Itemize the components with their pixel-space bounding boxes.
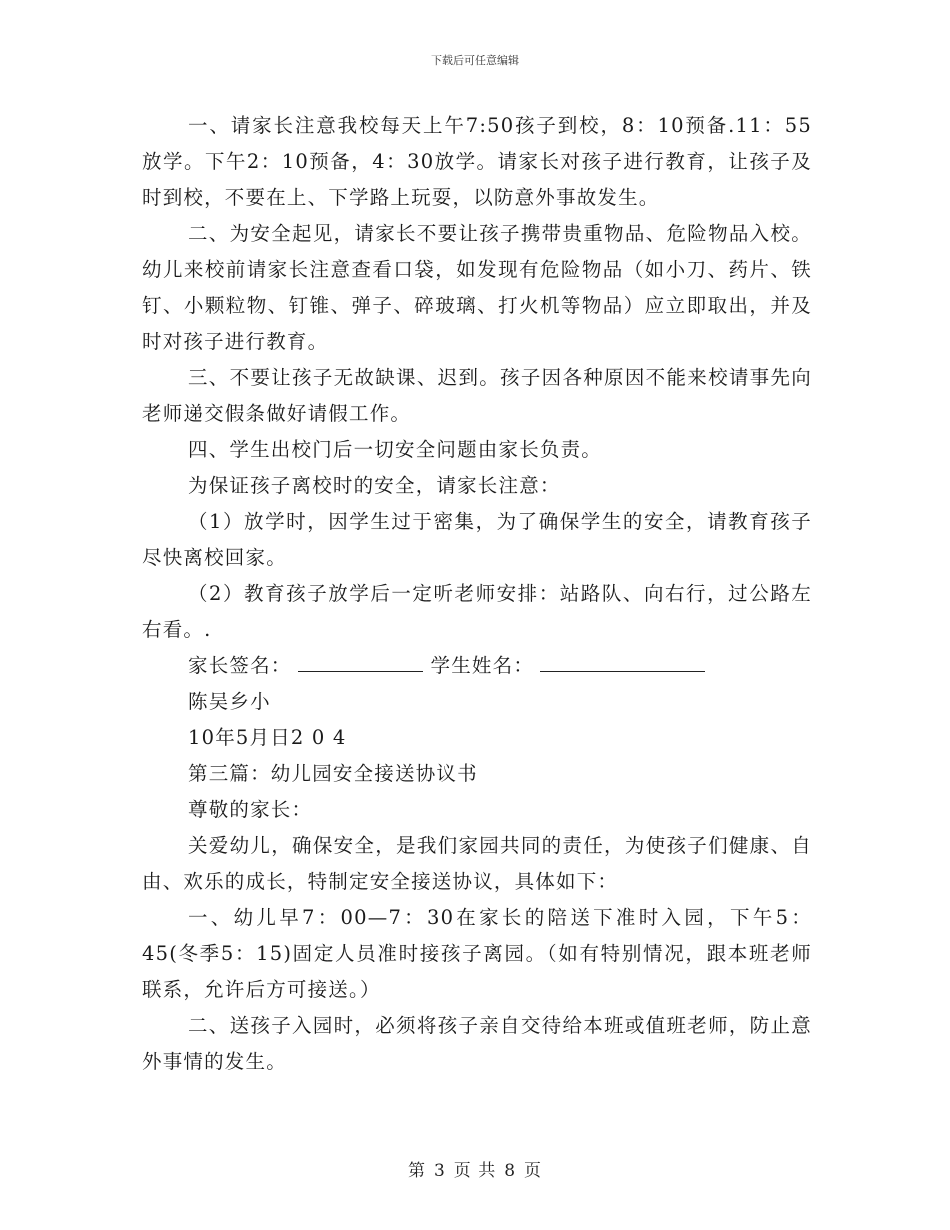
parent-signature-label: 家长签名： (188, 654, 292, 677)
document-body (142, 108, 812, 1080)
header-note: 下载后可任意编辑 (431, 54, 519, 67)
paragraph-6: （1）放学时，因学生过于密集，为了确保学生的安全，请教育孩子尽快离校回家。 (142, 510, 812, 569)
footer-prefix: 第 (407, 1161, 426, 1181)
footer-mid: 页 共 (453, 1161, 497, 1181)
section-title: 第三篇：幼儿园安全接送协议书 (188, 762, 478, 785)
salutation: 尊敬的家长： (188, 798, 313, 821)
page-number: 3 (433, 1161, 446, 1181)
parent-signature-field[interactable] (298, 651, 423, 672)
paragraph-1: 一、请家长注意我校每天上午7:50孩子到校，8：10预备.11：55放学。下午2：10预备，4：30放学。请家长对孩子进行教育，让孩子及时到校，不要在上、下学路上玩耍，以防意外事故发生。 (142, 114, 812, 209)
paragraph-3: 三、不要让孩子无故缺课、迟到。孩子因各种原因不能来校请事先向老师递交假条做好请假工作。 (142, 366, 812, 425)
student-name-field[interactable] (540, 651, 705, 672)
total-pages: 8 (504, 1161, 517, 1181)
signature-line (142, 648, 812, 684)
paragraph-10: 二、送孩子入园时，必须将孩子亲自交待给本班或值班老师，防止意外事情的发生。 (142, 1014, 812, 1073)
date-line: 10年5月日2 0 4 (188, 726, 347, 749)
student-name-label: 学生姓名： (430, 654, 535, 677)
paragraph-8: 关爱幼儿，确保安全，是我们家园共同的责任，为使孩子们健康、自由、欢乐的成长，特制定安全接送协议，具体如下： (142, 834, 812, 893)
school-name: 陈吴乡小 (188, 690, 271, 713)
page-footer (0, 1156, 950, 1181)
paragraph-5: 为保证孩子离校时的安全，请家长注意： (188, 474, 561, 497)
paragraph-2: 二、为安全起见，请家长不要让孩子携带贵重物品、危险物品入校。幼儿来校前请家长注意查看口袋，如发现有危险物品（如小刀、药片、铁钉、小颗粒物、钉锥、弹子、碎玻璃、打火机等物品）应立即取出，并及时对孩子进行教育。 (142, 222, 812, 353)
paragraph-7: （2）教育孩子放学后一定听老师安排：站路队、向右行，过公路左右看。. (142, 582, 812, 641)
paragraph-4: 四、学生出校门后一切安全问题由家长负责。 (188, 438, 603, 461)
footer-suffix: 页 (524, 1161, 543, 1181)
paragraph-9: 一、幼儿早7：00—7：30在家长的陪送下准时入园，下午5：45(冬季5：15)固定人员准时接孩子离园。（如有特别情况，跟本班老师联系，允许后方可接送。） (142, 906, 812, 1001)
